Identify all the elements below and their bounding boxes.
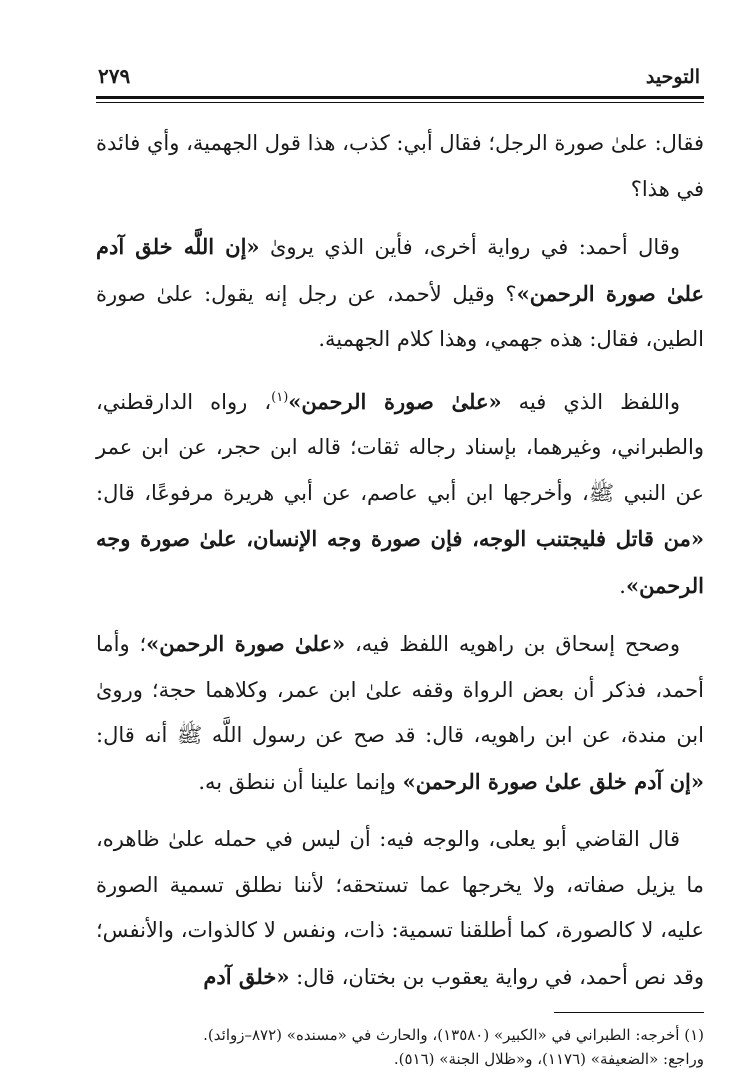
paragraph-2 bbox=[96, 224, 704, 363]
paragraph-3-text-e: . bbox=[619, 573, 626, 598]
paragraph-5 bbox=[96, 817, 704, 1000]
paragraph-4 bbox=[96, 621, 704, 805]
paragraph-4-text-e: وإنما علينا أن ننطق به. bbox=[198, 769, 403, 794]
paragraph-1 bbox=[96, 121, 704, 212]
paragraph-2-text-c: ؟ وقيل لأحمد، عن رجل إنه يقول: علىٰ صورة الطين، فقال: هذه جهمي، وهذا كلام الجهمية. bbox=[96, 281, 704, 351]
paragraph-4-text-c: ؛ وأما أحمد، فذكر أن بعض الرواة وقفه علىٰ ابن عمر، وكلاهما حجة؛ وروىٰ ابن مندة، عن ابن راهويه، قال: قد صح عن رسول اللَّه ﷺ أنه قال: bbox=[96, 632, 704, 747]
footnote-1-line-2: وراجع: «الضعيفة» (١١٧٦)، و«ظلال الجنة» (٥١٦). bbox=[393, 1050, 704, 1068]
main-text bbox=[96, 121, 704, 1000]
header-rule-thick bbox=[96, 96, 704, 99]
hadith-quote: «من قاتل فليجتنب الوجه، فإن صورة وجه الإنسان، علىٰ صورة وجه الرحمن» bbox=[96, 526, 704, 598]
hadith-quote: «إن اللَّه خلق آدم علىٰ صورة الرحمن» bbox=[96, 234, 705, 306]
header-rule-thin bbox=[96, 102, 704, 103]
paragraph-1-text: فقال: علىٰ صورة الرجل؛ فقال أبي: كذب، هذا قول الجهمية، وأي فائدة في هذا؟ bbox=[96, 131, 704, 201]
page-header bbox=[96, 52, 704, 88]
paragraph-3-text-a: واللفظ الذي فيه bbox=[501, 389, 680, 414]
paragraph-3-text-c: ، رواه الدارقطني، والطبراني، وغيرهما، بإسناد رجاله ثقات؛ قاله ابن حجر، عن ابن عمر عن النبي ﷺ، وأخرجها ابن أبي عاصم، عن أبي هريرة مرفوعًا، قال: bbox=[96, 389, 704, 505]
footnotes bbox=[96, 1023, 704, 1071]
footnote-1-line-1: (١) أخرجه: الطبراني في «الكبير» (١٣٥٨٠)، والحارث في «مسنده» (٨٧٢–زوائد). bbox=[203, 1026, 704, 1044]
running-title: التوحيد bbox=[645, 66, 700, 88]
paragraph-3 bbox=[96, 375, 704, 610]
page bbox=[96, 52, 704, 1071]
paragraph-5-text-a: قال القاضي أبو يعلى، والوجه فيه: أن ليس في حمله علىٰ ظاهره، ما يزيل صفاته، ولا يخرجها عما تستحقه؛ لأننا نطلق تسمية الصورة عليه، لا كالصورة، كما أطلقنا تسمية: ذات، ونفس لا كالذوات، والأنفس؛ وقد نص أحمد، في رواية يعقوب بن بختان، قال: bbox=[96, 827, 704, 989]
hadith-quote: «خلق آدم bbox=[203, 963, 290, 989]
paragraph-4-text-a: وصحح إسحاق بن راهويه اللفظ فيه، bbox=[345, 632, 680, 656]
page-number: ٢٧٩ bbox=[98, 64, 131, 88]
hadith-quote: «علىٰ صورة الرحمن» bbox=[288, 388, 502, 414]
footnote-marker[interactable]: (١) bbox=[271, 389, 289, 405]
hadith-quote: «إن آدم خلق علىٰ صورة الرحمن» bbox=[402, 768, 704, 794]
paragraph-2-text-a: وقال أحمد: في رواية أخرى، فأين الذي يروىٰ bbox=[259, 235, 680, 259]
footnote-separator bbox=[554, 1012, 704, 1013]
hadith-quote: «علىٰ صورة الرحمن» bbox=[146, 631, 346, 656]
